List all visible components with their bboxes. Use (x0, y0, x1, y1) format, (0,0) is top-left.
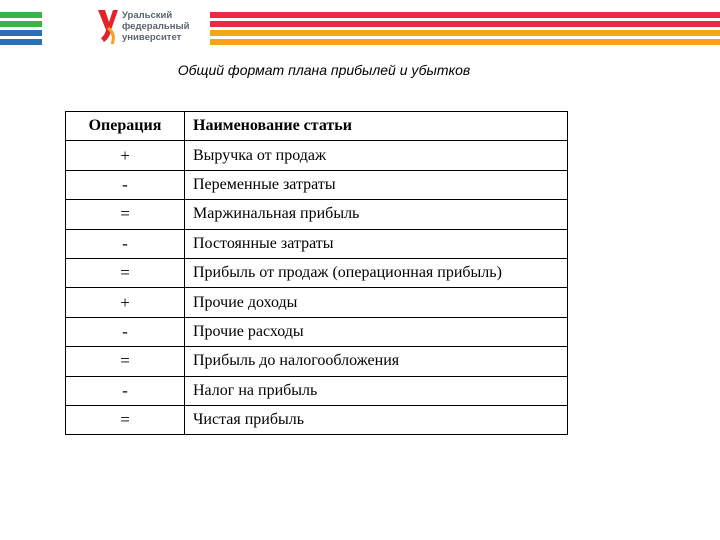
operation-cell: = (66, 347, 185, 376)
table-row (66, 347, 568, 376)
operation-cell: + (66, 288, 185, 317)
header-stripes-right (210, 12, 720, 46)
item-cell: Налог на прибыль (185, 376, 568, 405)
operation-cell: - (66, 170, 185, 199)
table-row (66, 170, 568, 199)
column-header-item: Наименование статьи (185, 112, 568, 141)
table-row (66, 317, 568, 346)
operation-cell: + (66, 141, 185, 170)
table-row (66, 229, 568, 258)
logo-text (122, 10, 189, 43)
table-row (66, 258, 568, 287)
item-cell: Переменные затраты (185, 170, 568, 199)
header-stripes-left (0, 12, 42, 46)
table-row (66, 141, 568, 170)
table-row (66, 376, 568, 405)
column-header-operation: Операция (66, 112, 185, 141)
logo-line-1: Уральский (122, 10, 173, 21)
item-cell: Постоянные затраты (185, 229, 568, 258)
operation-cell: = (66, 200, 185, 229)
operation-cell: - (66, 376, 185, 405)
slide-title: Общий формат плана прибылей и убытков (177, 62, 471, 78)
item-cell: Прочие расходы (185, 317, 568, 346)
table-row (66, 288, 568, 317)
item-cell: Прибыль от продаж (операционная прибыль) (185, 258, 568, 287)
item-cell: Чистая прибыль (185, 405, 568, 434)
table-row (66, 405, 568, 434)
operation-cell: = (66, 405, 185, 434)
logo-line-3: университет (122, 32, 182, 43)
item-cell: Маржинальная прибыль (185, 200, 568, 229)
urfu-logo (96, 8, 206, 48)
operation-cell: - (66, 317, 185, 346)
item-cell: Прочие доходы (185, 288, 568, 317)
operation-cell: = (66, 258, 185, 287)
profit-loss-table (65, 111, 568, 435)
item-cell: Прибыль до налогообложения (185, 347, 568, 376)
table-row (66, 200, 568, 229)
logo-line-2: федеральный (122, 21, 190, 32)
operation-cell: - (66, 229, 185, 258)
item-cell: Выручка от продаж (185, 141, 568, 170)
urfu-logo-icon (96, 8, 120, 46)
table-header-row (66, 112, 568, 141)
